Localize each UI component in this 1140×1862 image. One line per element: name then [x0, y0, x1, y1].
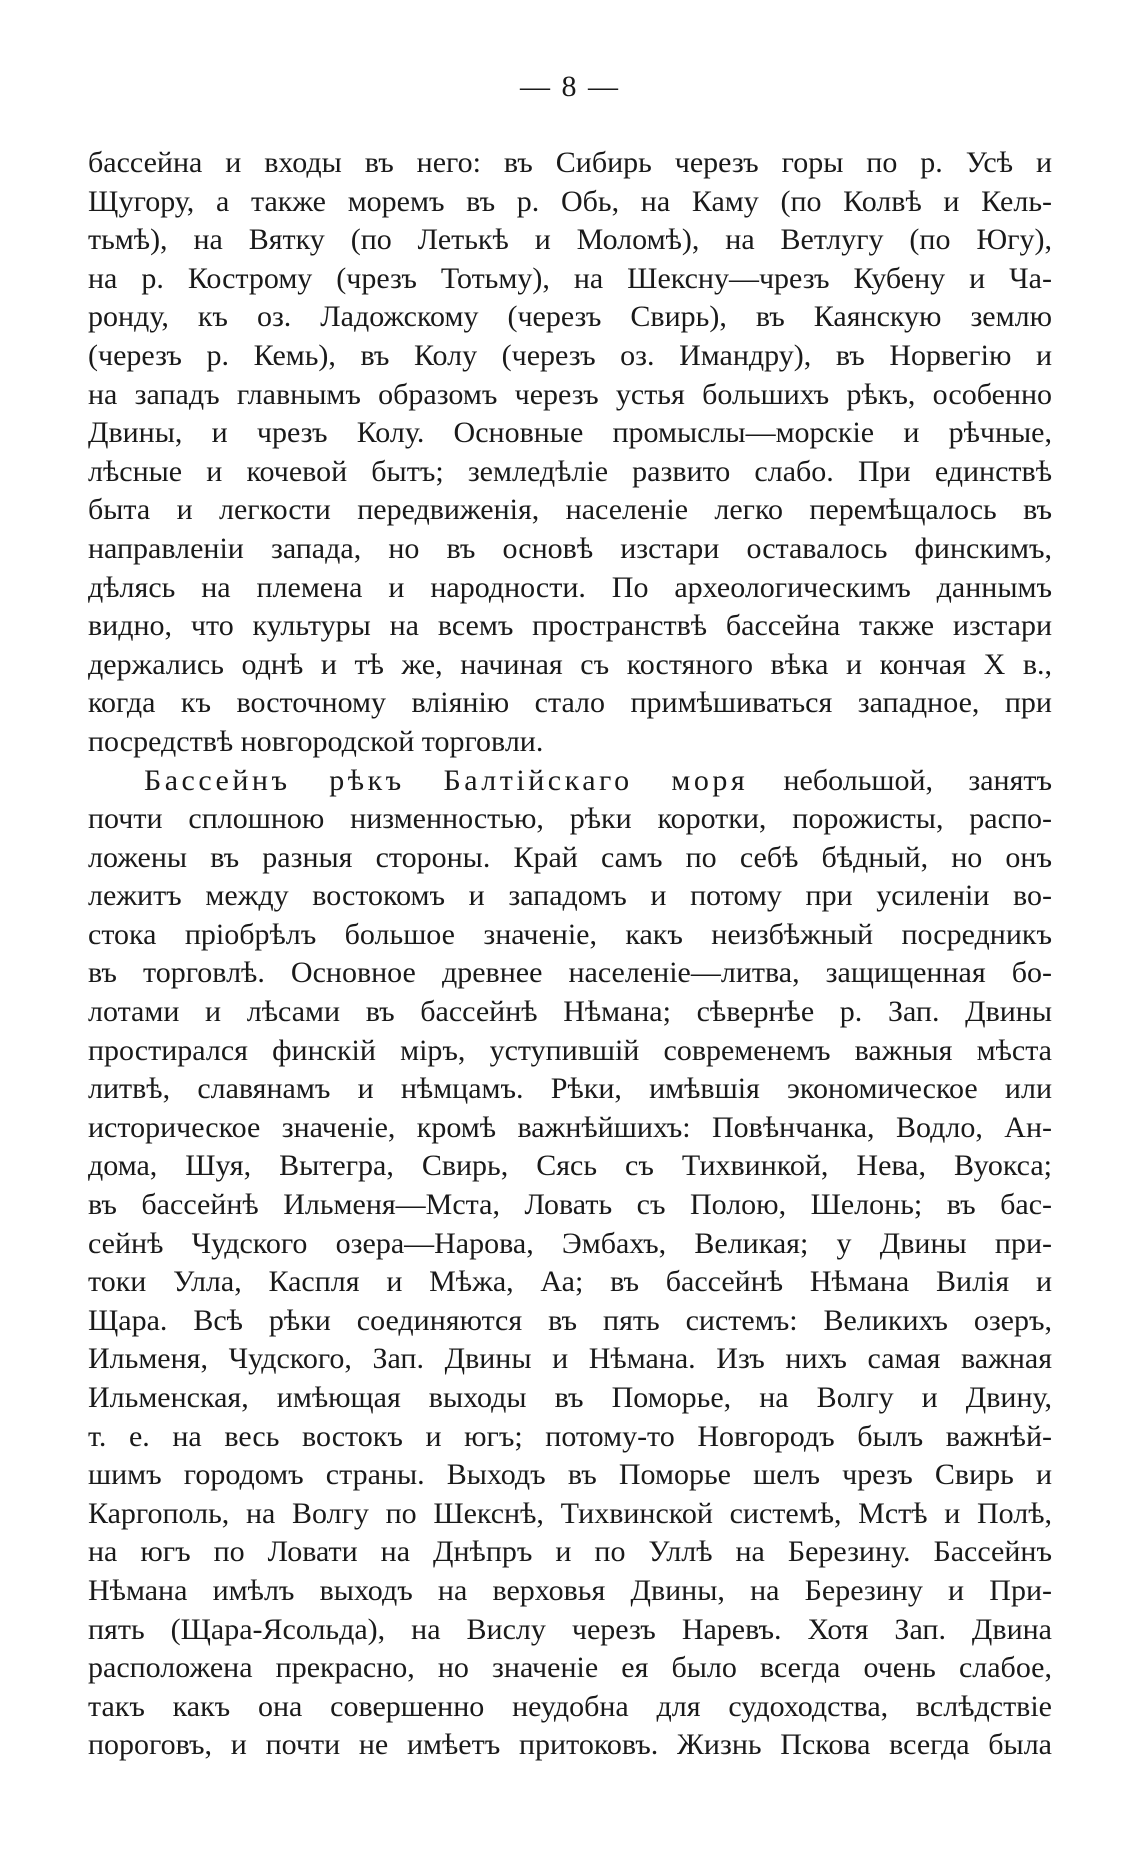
text-line: бассейна и входы въ него: въ Сибирь черезъ горы по р. Усѣ и — [88, 146, 1052, 179]
paragraph-start-line: Бассейнъ рѣкъ Балтійскаго моря небольшой, занятъ — [144, 763, 1052, 797]
page-number: — 8 — — [520, 70, 620, 103]
text-line: въ торговлѣ. Основное древнее населеніе—литва, защищенная бо- — [88, 956, 1052, 990]
text-line: дома, Шуя, Вытегра, Свирь, Сясь съ Тихвинкой, Нева, Вуокса; — [88, 1149, 1052, 1183]
text-line: дѣлясь на племена и народности. По археологическимъ даннымъ — [88, 570, 1052, 604]
text-line: простирался финскій міръ, уступившій современемъ важныя мѣста — [88, 1033, 1052, 1067]
text-line: токи Улла, Каспля и Мѣжа, Аа; въ бассейнѣ Нѣмана Вилія и — [88, 1265, 1052, 1299]
text-line: шимъ городомъ страны. Выходъ въ Поморье шелъ чрезъ Свирь и — [88, 1458, 1052, 1492]
text-line: такъ какъ она совершенно неудобна для судоходства, вслѣдствіе — [88, 1689, 1052, 1723]
text-line: лотами и лѣсами въ бассейнѣ Нѣмана; сѣвернѣе р. Зап. Двины — [88, 995, 1052, 1029]
text-line: историческое значеніе, кромѣ важнѣйшихъ: Повѣнчанка, Водло, Ан- — [88, 1110, 1052, 1144]
text-line: тьмѣ), на Вятку (по Летькѣ и Моломѣ), на Ветлугу (по Югу), — [88, 223, 1052, 257]
text-line: посредствѣ новгородской торговли. — [88, 724, 544, 758]
text-line: на р. Кострому (чрезъ Тотьму), на Шексну—чрезъ Кубену и Ча- — [88, 261, 1052, 295]
text-line: Двины, и чрезъ Колу. Основные промыслы—морскіе и рѣчные, — [88, 416, 1052, 450]
text-line: ложены въ разныя стороны. Край самъ по себѣ бѣдный, но онъ — [88, 840, 1052, 874]
text-line: пороговъ, и почти не имѣетъ притоковъ. Жизнь Пскова всегда была — [88, 1728, 1052, 1762]
text-line: литвѣ, славянамъ и нѣмцамъ. Рѣки, имѣвшія экономическое или — [88, 1072, 1052, 1106]
text-line: ронду, къ оз. Ладожскому (черезъ Свирь), въ Каянскую землю — [88, 300, 1052, 334]
text-line: т. е. на весь востокъ и югъ; потому-то Новгородъ былъ важнѣй- — [88, 1419, 1052, 1453]
spaced-emphasis: Бассейнъ рѣкъ Балтійскаго моря — [144, 763, 749, 797]
text-line: сейнѣ Чудского озера—Нарова, Эмбахъ, Великая; у Двины при- — [88, 1226, 1052, 1260]
text-line: стока пріобрѣлъ большое значеніе, какъ неизбѣжный посредникъ — [88, 917, 1052, 951]
body-text — [88, 144, 1052, 1765]
text-line: когда къ восточному вліянію стало примѣшиваться западное, при — [88, 686, 1052, 720]
text-line: держались однѣ и тѣ же, начиная съ костяного вѣка и кончая X в., — [88, 647, 1052, 681]
text-line: лежитъ между востокомъ и западомъ и потому при усиленіи во- — [88, 879, 1052, 913]
text-line: Ильменя, Чудского, Зап. Двины и Нѣмана. Изъ нихъ самая важная — [88, 1342, 1052, 1376]
text-line: быта и легкости передвиженія, населеніе легко перемѣщалось въ — [88, 493, 1052, 527]
text-line: въ бассейнѣ Ильменя—Мста, Ловать съ Полою, Шелонь; въ бас- — [88, 1188, 1052, 1222]
text-line: лѣсные и кочевой бытъ; земледѣліе развито слабо. При единствѣ — [88, 454, 1052, 488]
text-line: Каргополь, на Волгу по Шекснѣ, Тихвинской системѣ, Мстѣ и Полѣ, — [88, 1496, 1052, 1530]
text-line: Щара. Всѣ рѣки соединяются въ пять системъ: Великихъ озеръ, — [88, 1303, 1052, 1337]
text-line: Нѣмана имѣлъ выходъ на верховья Двины, на Березину и При- — [88, 1573, 1052, 1607]
text-line: (черезъ р. Кемь), въ Колу (черезъ оз. Имандру), въ Норвегію и — [88, 338, 1052, 372]
text-line: на западъ главнымъ образомъ черезъ устья большихъ рѣкъ, особенно — [88, 377, 1052, 411]
text-line: пять (Щара-Ясольда), на Вислу черезъ Наревъ. Хотя Зап. Двина — [88, 1612, 1052, 1646]
text-line: на югъ по Ловати на Днѣпръ и по Уллѣ на Березину. Бассейнъ — [88, 1535, 1052, 1569]
text-line: видно, что культуры на всемъ пространствѣ бассейна также изстари — [88, 609, 1052, 643]
text-line: Ильменская, имѣющая выходы въ Поморье, на Волгу и Двину, — [88, 1381, 1052, 1414]
text-line: направленіи запада, но въ основѣ изстари оставалось финскимъ, — [88, 531, 1052, 565]
text-line: расположена прекрасно, но значеніе ея было всегда очень слабое, — [88, 1651, 1052, 1685]
text-line: почти сплошною низменностью, рѣки коротки, порожисты, распо- — [88, 802, 1052, 836]
text-line: Щугору, а также моремъ въ р. Обь, на Каму (по Колвѣ и Кель- — [88, 184, 1052, 218]
